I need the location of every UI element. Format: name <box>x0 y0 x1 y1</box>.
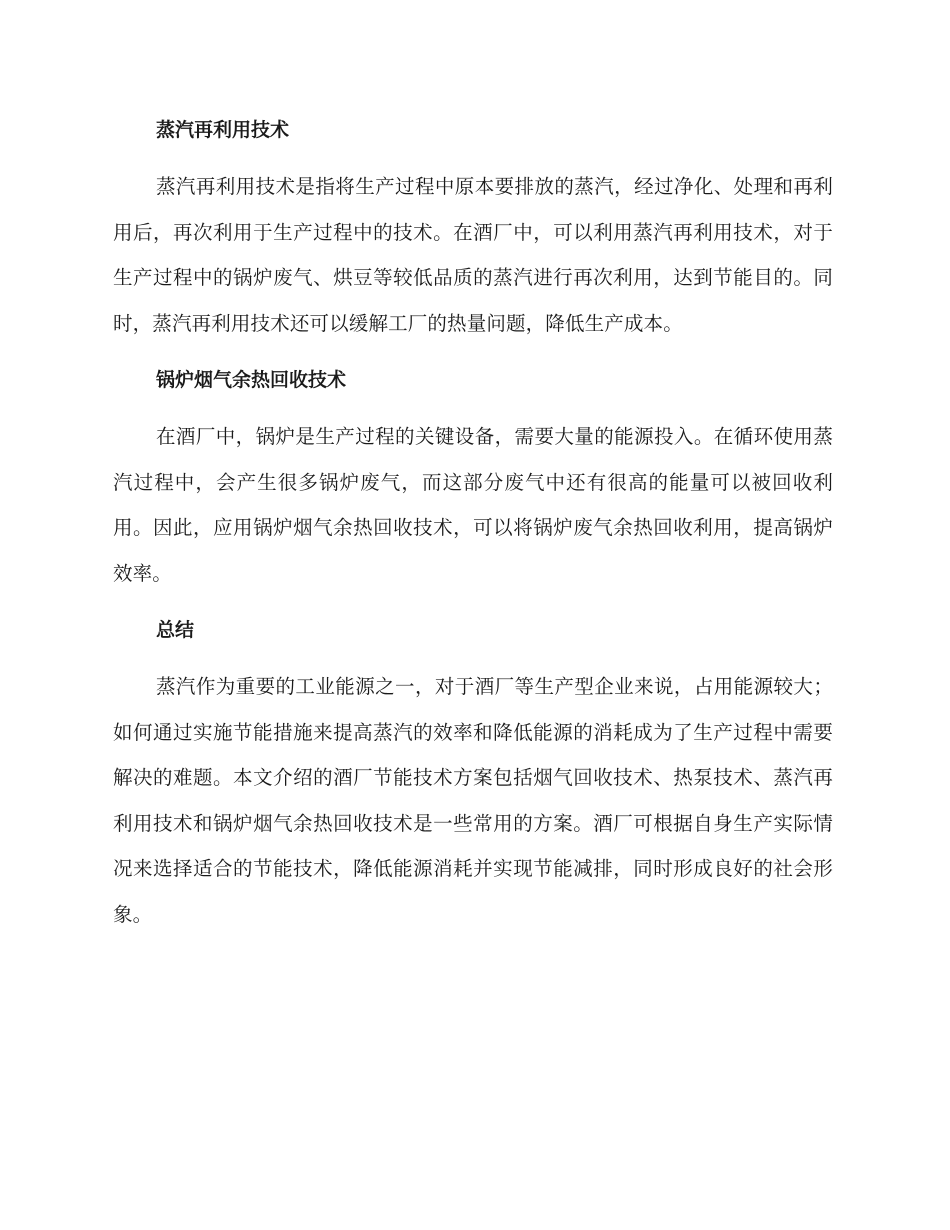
section-heading-boiler-heat-recovery: 锅炉烟气余热回收技术 <box>156 369 347 391</box>
section-paragraph-boiler-heat-recovery: 在酒厂中，锅炉是生产过程的关键设备，需要大量的能源投入。在循环使用蒸汽过程中，会产生很多锅炉废气，而这部分废气中还有很高的能量可以被回收利用。因此，应用锅炉烟气余热回收技术，可以将锅炉废气余热回收利用，提高锅炉效率。 <box>113 425 833 585</box>
section-paragraph-steam-reuse: 蒸汽再利用技术是指将生产过程中原本要排放的蒸汽，经过净化、处理和再利用后，再次利用于生产过程中的技术。在酒厂中，可以利用蒸汽再利用技术，对于生产过程中的锅炉废气、烘豆等较低品质的蒸汽进行再次利用，达到节能目的。同时，蒸汽再利用技术还可以缓解工厂的热量问题，降低生产成本。 <box>113 175 833 335</box>
section-heading-summary: 总结 <box>156 619 195 641</box>
section-heading-steam-reuse: 蒸汽再利用技术 <box>156 119 290 141</box>
document-content <box>113 108 833 949</box>
section-paragraph-summary: 蒸汽作为重要的工业能源之一，对于酒厂等生产型企业来说，占用能源较大；如何通过实施节能措施来提高蒸汽的效率和降低能源的消耗成为了生产过程中需要解决的难题。本文介绍的酒厂节能技术方案包括烟气回收技术、热泵技术、蒸汽再利用技术和锅炉烟气余热回收技术是一些常用的方案。酒厂可根据自身生产实际情况来选择适合的节能技术，降低能源消耗并实现节能减排，同时形成良好的社会形象。 <box>113 675 833 926</box>
